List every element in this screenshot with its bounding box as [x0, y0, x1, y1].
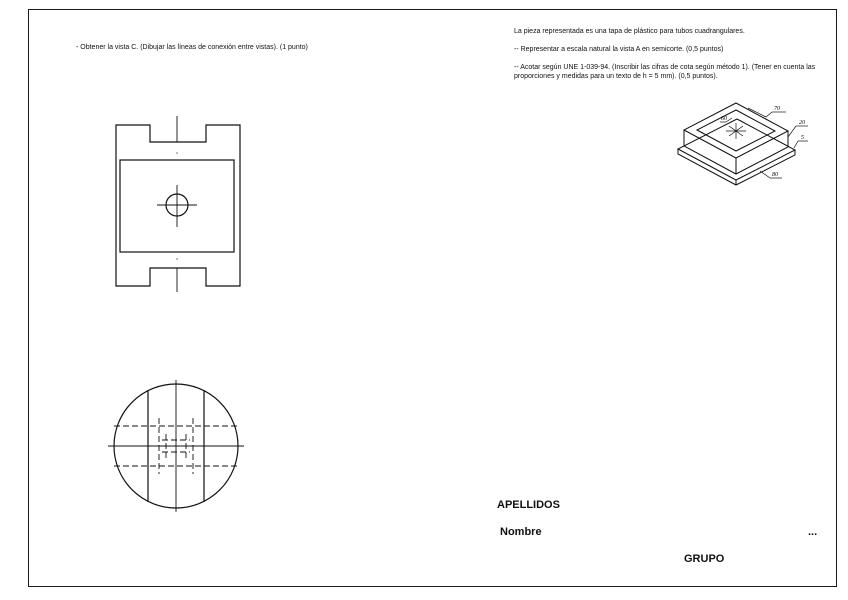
dim-5-label: 5 [801, 135, 804, 141]
dim-20-label: 20 [799, 120, 805, 126]
intro-text: La pieza representada es una tapa de plástico para tubos cuadrangulares. [514, 28, 745, 35]
dim-70-label: 70 [774, 106, 780, 112]
ellipsis-text: ... [808, 526, 818, 538]
task1-text: -- Representar a escala natural la vista A en semicorte. (0,5 puntos) [514, 46, 724, 53]
grupo-label: GRUPO [684, 553, 725, 565]
task2-text: -- Acotar según UNE 1-039-94. (Inscribir las cifras de cota según método 1). (Tener en cuenta las proporciones y medidas para un texto de h = 5 mm). (0,5 puntos). [514, 64, 816, 80]
left-instruction-text: - Obtener la vista C. (Dibujar las líneas de conexión entre vistas). (1 punto) [76, 44, 308, 51]
dim-60-label: 60 [721, 116, 727, 122]
nombre-label: Nombre [500, 526, 542, 538]
apellidos-label: APELLIDOS [497, 499, 560, 511]
dim-80-label: 80 [772, 172, 778, 178]
